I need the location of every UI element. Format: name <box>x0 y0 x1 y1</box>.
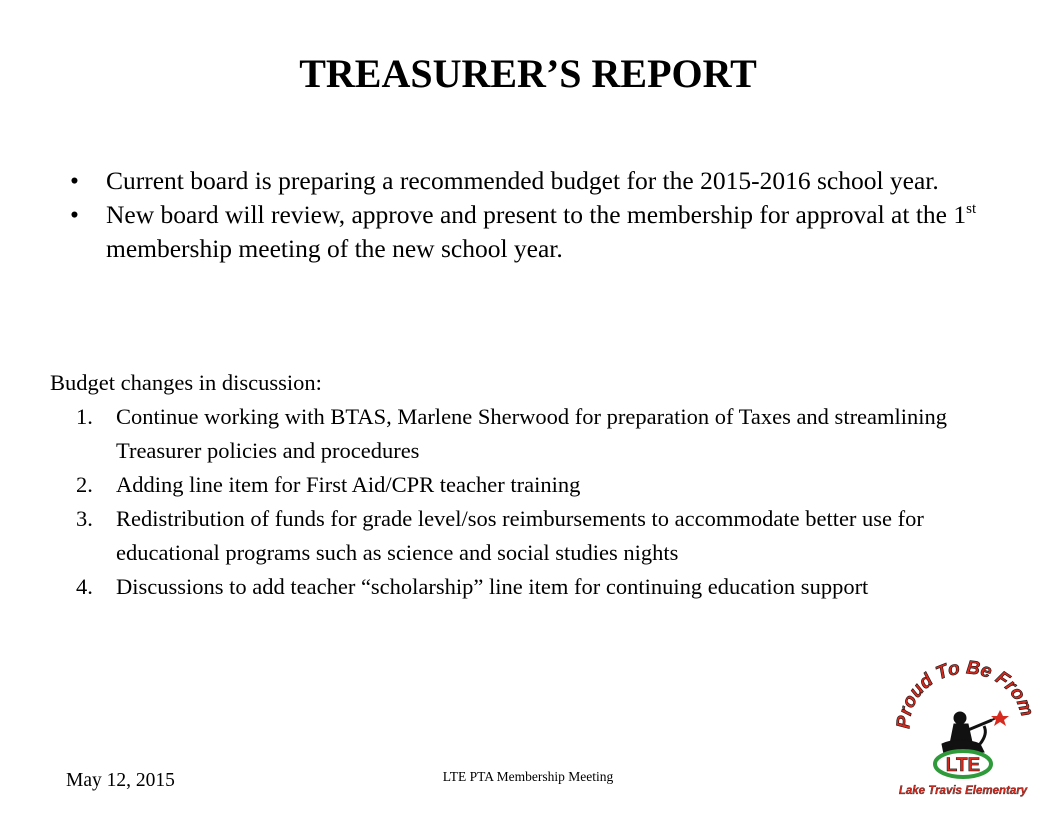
item-text: Discussions to add teacher “scholarship” line item for continuing education support <box>116 574 869 599</box>
item-number: 4. <box>76 574 93 599</box>
ordinal-superscript: st <box>966 201 977 217</box>
item-text: Continue working with BTAS, Marlene Sherwood for preparation of Taxes and streamlining Treasurer policies and procedures <box>116 404 948 463</box>
budget-item <box>76 468 1016 502</box>
item-text: Redistribution of funds for grade level/sos reimbursements to accommodate better use for educational programs such as science and social studies nights <box>116 506 924 565</box>
budget-changes-list <box>76 400 1016 604</box>
bullet-dot-icon: • <box>70 166 79 195</box>
bullet-text: Current board is preparing a recommended budget for the 2015-2016 school year. <box>106 166 939 195</box>
bullet-list <box>70 164 1020 266</box>
bullet-dot-icon: • <box>70 200 79 229</box>
item-text: Adding line item for First Aid/CPR teacher training <box>116 472 581 497</box>
bullet-item <box>70 198 1020 266</box>
bullet-item <box>70 164 1020 198</box>
logo-arc-textpath: Proud To Be From <box>893 660 1038 730</box>
logo-school-name: Lake Travis Elementary <box>898 785 1028 797</box>
lte-badge <box>935 751 991 777</box>
budget-intro: Budget changes in discussion: <box>50 370 322 395</box>
star-icon <box>991 710 1009 726</box>
footer-meeting-name: LTE PTA Membership Meeting <box>442 769 614 784</box>
item-number: 2. <box>76 472 93 497</box>
logo-badge-text: LTE <box>945 755 981 776</box>
budget-item <box>76 502 1016 570</box>
budget-item <box>76 570 1016 604</box>
footer-date: May 12, 2015 <box>66 770 175 791</box>
bullet-text: New board will review, approve and present to the membership for approval at the 1 <box>106 200 967 229</box>
bullet-text-continued: membership meeting of the new school year. <box>106 234 563 263</box>
school-logo <box>888 660 1038 806</box>
item-number: 1. <box>76 404 93 429</box>
item-number: 3. <box>76 506 93 531</box>
budget-item <box>76 400 1016 468</box>
slide-title: TREASURER’S REPORT <box>299 51 757 96</box>
